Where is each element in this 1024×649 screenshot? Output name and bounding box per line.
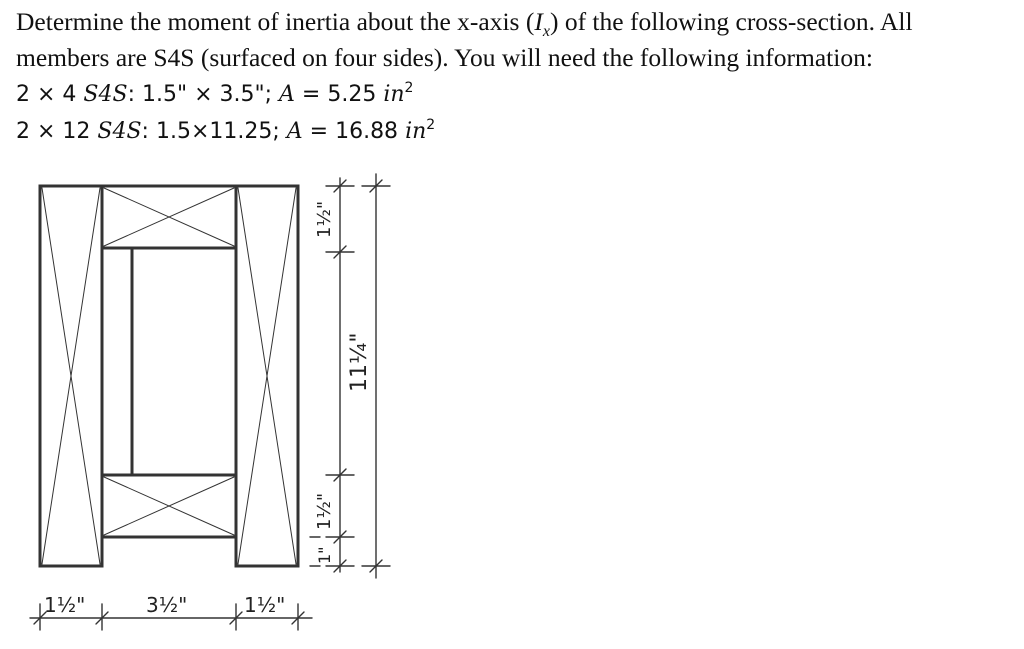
problem-line-1-before: Determine the moment of inertia about the x-axis ( <box>16 7 535 36</box>
spec-2x4-dims: : 1.5" × 3.5"; <box>127 82 280 107</box>
top-2x4-member <box>102 186 236 248</box>
spec-2x4-grade: S4S <box>83 82 128 107</box>
spec-2x12-lead: 2 × 12 <box>16 119 98 144</box>
dim-right-mid: 1½" <box>314 492 335 530</box>
spec-2x4-area-value: = 5.25 <box>294 82 384 107</box>
spec-2x12-area-label: A <box>286 119 303 144</box>
bottom-2x4-member <box>102 475 236 537</box>
dim-right-top: 1½" <box>314 200 335 238</box>
left-2x12-member <box>40 186 102 566</box>
spec-2x4-area-label: A <box>279 82 295 107</box>
spec-2x4-lead: 2 × 4 <box>16 82 84 107</box>
inner-cavity <box>132 248 236 475</box>
spec-2x12-grade: S4S <box>97 119 142 144</box>
problem-line-2: members are S4S (surfaced on four sides). You will need the following information: <box>16 43 873 72</box>
dim-bottom-left: 1½" <box>44 593 86 617</box>
spec-2x12-exponent: 2 <box>426 117 436 133</box>
dim-right-bottom: 1" <box>315 546 334 564</box>
spec-2x12-dims: : 1.5×11.25; <box>141 119 287 144</box>
spec-2x4-exponent: 2 <box>404 80 414 96</box>
spec-2x12-unit: in <box>405 119 427 144</box>
spec-2x12-area-value: = 16.88 <box>302 119 406 144</box>
spec-2x4-unit: in <box>383 82 405 107</box>
moment-symbol: I <box>534 7 543 36</box>
dim-total-height: 11¼" <box>347 332 372 392</box>
dim-bottom-right: 1½" <box>244 593 286 617</box>
right-2x12-member <box>236 186 298 566</box>
moment-subscript: x <box>542 23 550 41</box>
dim-bottom-mid: 3½" <box>146 593 188 617</box>
problem-line-1-after: ) of the following cross-section. All <box>549 7 913 36</box>
